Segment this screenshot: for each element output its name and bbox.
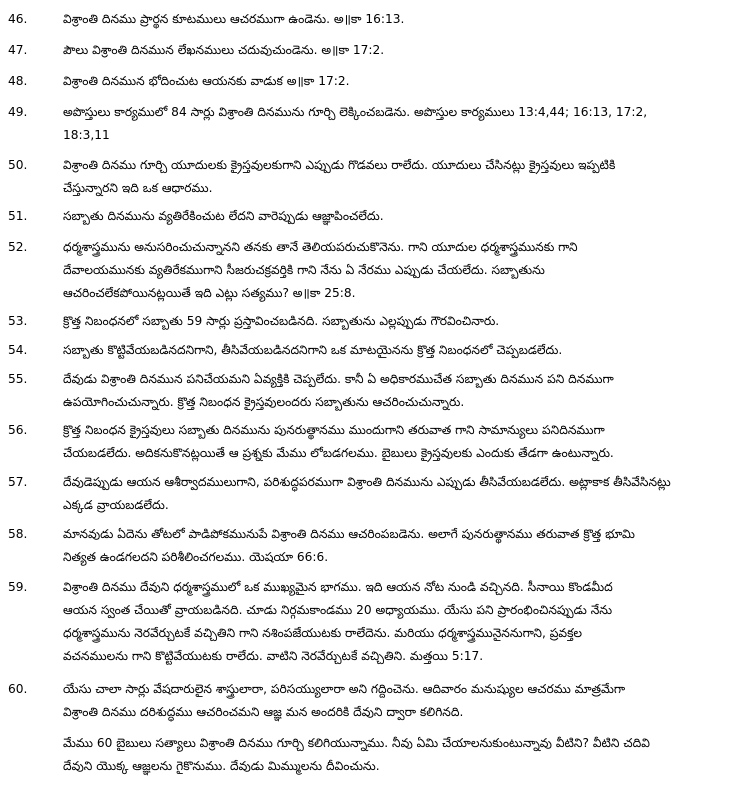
item-line: నిత్యత ఉండగలదని పరిశీలించగలము. యెషయా 66:6. (63, 550, 329, 564)
item-text (63, 576, 733, 668)
item-line: దేవాలయమునకు వ్యతిరేకముగాని సీజరుచక్రవర్తికి గాని నేను ఏ నేరము ఎప్పుడు చేయలేదు. సబ్బాతును (63, 263, 545, 277)
item-number: 48. (8, 74, 28, 88)
item-number: 49. (8, 105, 28, 119)
item-line: పౌలు విశ్రాంతి దినమున లేఖనములు చదువుచుండెను. అ॥కా 17:2. (63, 43, 385, 57)
item-line: క్రొత్త నిబంధన క్రైస్తవులు సబ్బాతు దినమును పునరుత్థానము ముందుగాని తరువాత గాని సామాన్యులు పనిదినముగా (63, 423, 605, 437)
item-number: 52. (8, 240, 28, 254)
item-text (63, 8, 733, 31)
item-line: ధర్మశాస్త్రమును నెరవేర్చుటకే వచ్చితిని గాని నశింపజేయుటకు రాలేదెను. మరియు ధర్మశాస్త్రమునైననుగాని, ప్రవక్తల (63, 626, 583, 640)
item-text (63, 310, 733, 333)
item-text (63, 154, 733, 200)
item-line: ఆచరించలేకపోయినట్లయితే ఇది ఎట్లు సత్యము? అ॥కా 25:8. (63, 286, 356, 300)
item-text (63, 101, 733, 147)
item-line: దేవుడెప్పుడు ఆయన ఆశీర్వాదములుగాని, పరిశుద్ధపరముగా విశ్రాంతి దినమును ఎప్పుడు తీసివేయబడలేదు. అట్లాకాక తీసివేసినట్లు (63, 475, 671, 489)
item-line: దేవుడు విశ్రాంతి దినమున పనిచేయమని ఏవ్యక్తికి చెప్పలేదు. కానీ ఏ అధికారముచేత సబ్బాతు దినమున పని దినముగా (63, 372, 614, 386)
item-line: సబ్బాతు కొట్టివేయబడినదనిగాని, తీసివేయబడినదనిగాని ఒక మాటయైనను క్రొత్త నిబంధనలో చెప్పబడలేదు. (63, 343, 563, 357)
closing-line: దేవుని యొక్క ఆజ్ఞలను గైకొనుము. దేవుడు మిమ్ములను దీవించును. (63, 759, 380, 773)
item-text (63, 678, 733, 724)
item-line: ఉపయోగించుచున్నారు. క్రొత్త నిబంధన క్రైస్తవులందరు సబ్బాతును ఆచరించుచున్నారు. (63, 395, 465, 409)
item-line: మానవుడు ఏదెను తోటలో పాడిపోకమునుపే విశ్రాంతి దినము ఆచరింపబడెను. అలాగే పునరుత్థానము తరువాత క్రొత్త భూమి (63, 527, 635, 541)
item-text (63, 70, 733, 93)
item-line: యేసు చాలా సార్లు వేషదారులైన శాస్త్రులారా, పరిసయ్యులారా అని గద్దించెను. ఆదివారం మనుష్యుల ఆచరము మాత్రమేగా (63, 682, 626, 696)
item-number: 60. (8, 682, 28, 696)
closing-paragraph (63, 732, 733, 778)
item-number: 51. (8, 209, 28, 223)
item-text (63, 39, 733, 62)
item-number: 53. (8, 314, 28, 328)
item-line: చేయబడలేదు. అదికనుకొనట్లయితే ఆ ప్రశ్నకు మేము లోబడగలము. బైబులు క్రైస్తవులకు ఎందుకు తేడగా ఉంటున్నారు. (63, 446, 614, 460)
item-line: అపొస్తులు కార్యములో 84 సార్లు విశ్రాంతి దినమును గూర్చి లెక్కించబడెను. అపొస్తుల కార్యములు 13:4,44; 16:13, 17:2, (63, 105, 648, 119)
item-line: విశ్రాంతి దినమున భోదించుట ఆయనకు వాడుక అ॥కా 17:2. (63, 74, 350, 88)
item-line: విశ్రాంతి దినము గూర్చి యూదులకు క్రైస్తవులకుగాని ఎప్పుడు గొడవలు రాలేదు. యూదులు చేసినట్లు క్రైస్తవులు ఇప్పటికి (63, 158, 616, 172)
item-line: ధర్మశాస్త్రమును అనుసరించుచున్నానని తనకు తానే తెలియపరుచుకొనెను. గాని యూదుల ధర్మశాస్త్రమునకు గాని (63, 240, 578, 254)
item-line: విశ్రాంతి దినము ప్రార్థన కూటములు ఆచరముగా ఉండెను. అ॥కా 16:13. (63, 12, 405, 26)
item-text (63, 523, 733, 569)
item-text (63, 471, 733, 517)
item-text (63, 419, 733, 465)
item-line: క్రొత్త నిబంధనలో సబ్బాతు 59 సార్లు ప్రస్తావించబడినది. సబ్బాతును ఎల్లప్పుడు గౌరవించినారు. (63, 314, 500, 328)
item-line: విశ్రాంతి దినము దేవుని ధర్మశాస్త్రములో ఒక ముఖ్యమైన భాగము. ఇది ఆయన నోట నుండి వచ్చినది. సీనాయి కొండమీద (63, 580, 613, 594)
item-number: 58. (8, 527, 28, 541)
closing-line: మేము 60 బైబులు సత్యాలు విశ్రాంతి దినము గూర్చి కలిగియున్నాము. నీవు ఏమి చేయాలనుకుంటున్నావు వీటిని? వీటిని చదివి (63, 736, 650, 750)
item-line: విశ్రాంతి దినము దరిశుద్ధము ఆచరించమని ఆజ్ఞ మన అందరికి దేవుని ద్వారా కలిగినది. (63, 705, 464, 719)
item-text (63, 368, 733, 414)
item-text (63, 339, 733, 362)
item-number: 50. (8, 158, 28, 172)
item-text (63, 236, 733, 305)
item-number: 59. (8, 580, 28, 594)
item-line: చేస్తున్నారని ఇది ఒక ఆధారము. (63, 181, 213, 195)
item-line: 18:3,11 (63, 128, 110, 142)
item-number: 47. (8, 43, 28, 57)
item-number: 46. (8, 12, 28, 26)
item-number: 56. (8, 423, 28, 437)
item-number: 54. (8, 343, 28, 357)
item-line: సబ్బాతు దినమును వ్యతిరేకించుట లేదని వారెప్పుడు ఆజ్ఞాపించలేదు. (63, 209, 384, 223)
item-number: 57. (8, 475, 28, 489)
item-line: ఆయన స్వంత చేయితో వ్రాయబడినది. చూడు నిర్గమకాండము 20 అధ్యాయము. యేసు పని ప్రారంభించినప్పుడు నేను (63, 603, 613, 617)
item-number: 55. (8, 372, 28, 386)
item-line: ఎక్కడ వ్రాయబడలేదు. (63, 498, 169, 512)
item-text (63, 205, 733, 228)
item-line: వచనములను గాని కొట్టివేయుటకు రాలేదు. వాటిని నెరవేర్చుటకే వచ్చితిని. మత్తయి 5:17. (63, 649, 484, 663)
